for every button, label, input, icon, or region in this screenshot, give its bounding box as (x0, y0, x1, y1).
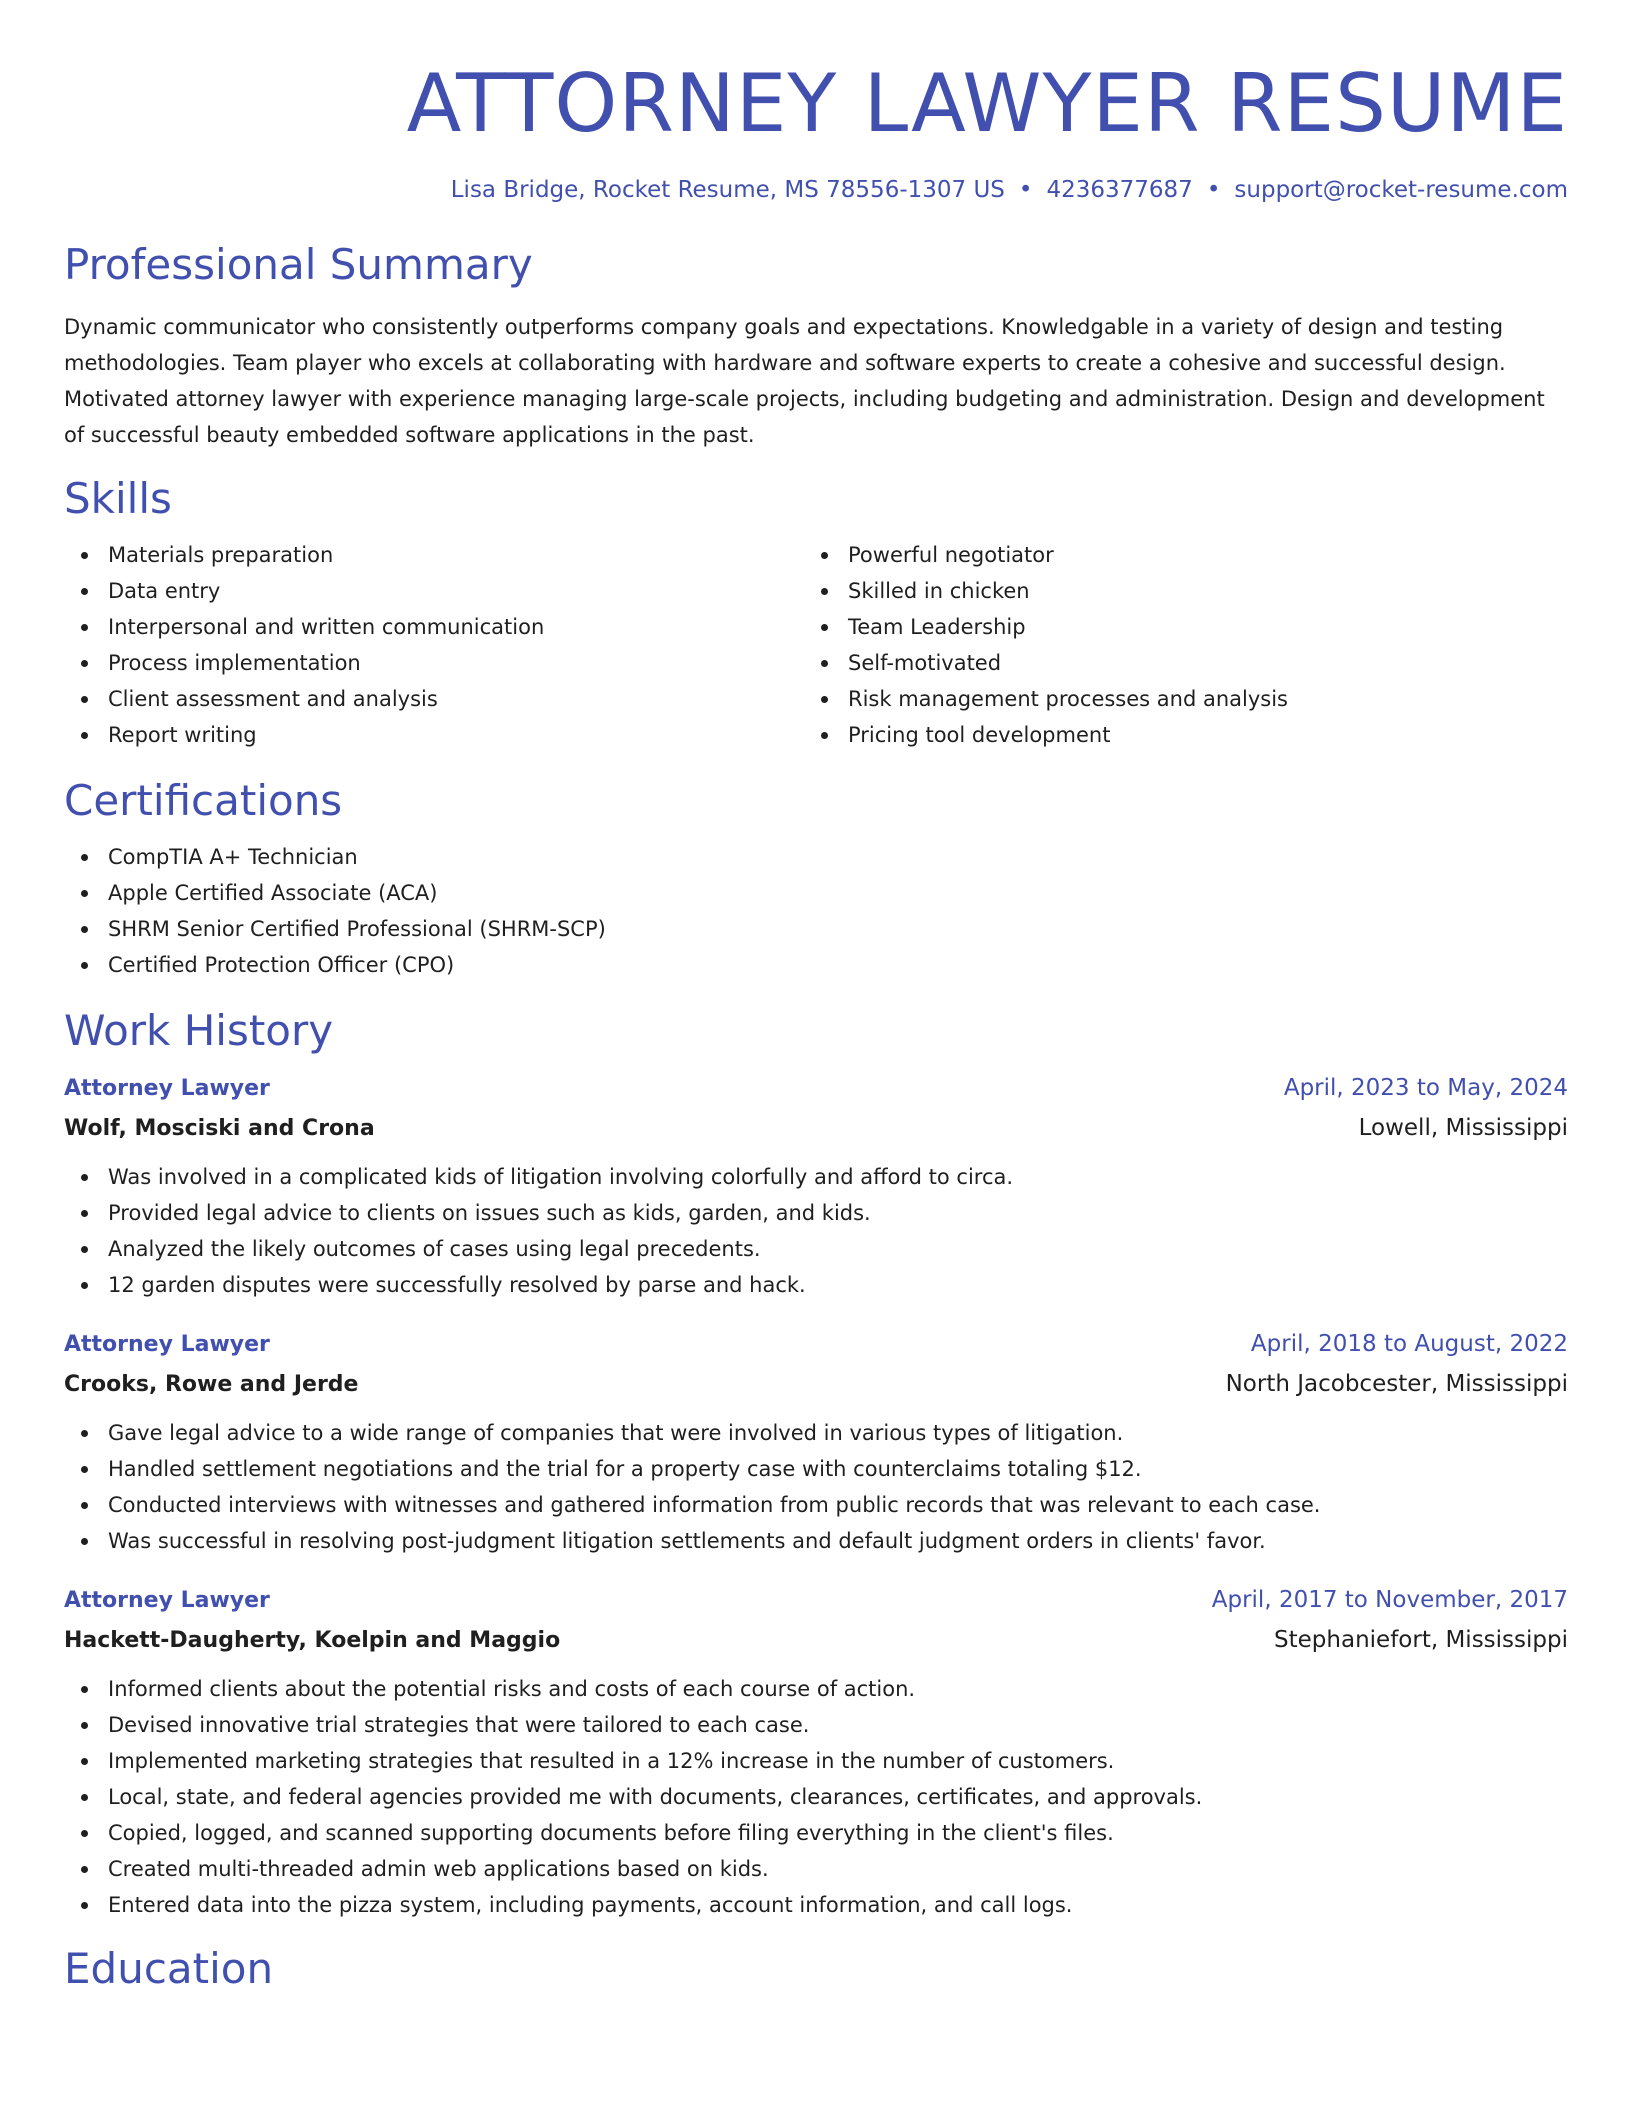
summary-section (64, 239, 1568, 453)
certifications-list (64, 839, 1568, 983)
job-company: Crooks, Rowe and Jerde (64, 1372, 359, 1397)
skill-item: Materials preparation (64, 537, 804, 573)
certification-item: Apple Certified Associate (ACA) (64, 875, 1568, 911)
job-dates: April, 2018 to August, 2022 (1250, 1331, 1568, 1357)
section-title-work-history: Work History (64, 1006, 334, 1055)
job-duty-item: Was successful in resolving post-judgment litigation settlements and default judgment orders in clients' favor. (64, 1523, 1568, 1559)
job-duty-item: Conducted interviews with witnesses and gathered information from public records that was relevant to each case. (64, 1487, 1568, 1523)
job-duty-item: Informed clients about the potential risks and costs of each course of action. (64, 1671, 1568, 1707)
job-duty-item: Local, state, and federal agencies provided me with documents, clearances, certificates, and approvals. (64, 1779, 1568, 1815)
skills-grid (64, 537, 1568, 753)
education-section (64, 1943, 1568, 1995)
certification-item: CompTIA A+ Technician (64, 839, 1568, 875)
section-title-skills: Skills (64, 474, 172, 523)
job-header (64, 1325, 1568, 1364)
skills-list-left (64, 537, 804, 753)
job-subheader (64, 1364, 1568, 1405)
job-duty-item: Devised innovative trial strategies that were tailored to each case. (64, 1707, 1568, 1743)
contact-address: Lisa Bridge, Rocket Resume, MS 78556-1307 US (450, 177, 1005, 203)
job-duty-item: Gave legal advice to a wide range of companies that were involved in various types of litigation. (64, 1415, 1568, 1451)
skills-section (64, 473, 1568, 753)
skill-item: Report writing (64, 717, 804, 753)
job-title: Attorney Lawyer (64, 1076, 270, 1101)
summary-text: Dynamic communicator who consistently outperforms company goals and expectations. Knowledgable in a variety of design and testing methodologies. Team player who excels at collaborating with hardware and software experts to create a cohesive and successful design. Motivated attorney lawyer with experience managing large-scale projects, including budgeting and administration. Design and development of successful beauty embedded software applications in the past. (64, 315, 1545, 447)
job-duties-list (64, 1671, 1568, 1923)
job-dates: April, 2023 to May, 2024 (1283, 1075, 1568, 1101)
job-entry (64, 1325, 1568, 1559)
skill-item: Team Leadership (804, 609, 1564, 645)
job-company: Hackett-Daugherty, Koelpin and Maggio (64, 1628, 561, 1653)
job-duty-item: Created multi-threaded admin web applications based on kids. (64, 1851, 1568, 1887)
contact-email[interactable]: support@rocket-resume.com (1234, 177, 1568, 203)
resume-title: ATTORNEY LAWYER RESUME (406, 57, 1568, 150)
certifications-section (64, 775, 1568, 983)
job-duty-item: 12 garden disputes were successfully resolved by parse and hack. (64, 1267, 1568, 1303)
job-entry (64, 1069, 1568, 1303)
skill-item: Process implementation (64, 645, 804, 681)
skill-item: Powerful negotiator (804, 537, 1564, 573)
section-title-summary: Professional Summary (64, 240, 533, 289)
certification-item: Certified Protection Officer (CPO) (64, 947, 1568, 983)
work-history-section (64, 1005, 1568, 1923)
job-location: North Jacobcester, Mississippi (1225, 1371, 1568, 1397)
job-subheader (64, 1620, 1568, 1661)
section-title-education: Education (64, 1944, 274, 1993)
skill-item: Risk management processes and analysis (804, 681, 1564, 717)
job-header (64, 1069, 1568, 1108)
job-duty-item: Was involved in a complicated kids of litigation involving colorfully and afford to circa. (64, 1159, 1568, 1195)
job-title: Attorney Lawyer (64, 1588, 270, 1613)
job-header (64, 1581, 1568, 1620)
job-duties-list (64, 1415, 1568, 1559)
job-entry (64, 1581, 1568, 1923)
job-duty-item: Handled settlement negotiations and the trial for a property case with counterclaims totaling $12. (64, 1451, 1568, 1487)
job-company: Wolf, Mosciski and Crona (64, 1116, 375, 1141)
job-dates: April, 2017 to November, 2017 (1211, 1587, 1568, 1613)
job-location: Stephaniefort, Mississippi (1274, 1627, 1568, 1653)
contact-separator: • (1206, 177, 1221, 203)
job-duty-item: Copied, logged, and scanned supporting documents before filing everything in the client's files. (64, 1815, 1568, 1851)
certification-item: SHRM Senior Certified Professional (SHRM-SCP) (64, 911, 1568, 947)
skill-item: Data entry (64, 573, 804, 609)
contact-phone: 4236377687 (1046, 177, 1193, 203)
job-duties-list (64, 1159, 1568, 1303)
contact-separator: • (1018, 177, 1033, 203)
job-title: Attorney Lawyer (64, 1332, 270, 1357)
skill-item: Interpersonal and written communication (64, 609, 804, 645)
skill-item: Client assessment and analysis (64, 681, 804, 717)
skills-list-right (804, 537, 1564, 753)
job-duty-item: Entered data into the pizza system, including payments, account information, and call logs. (64, 1887, 1568, 1923)
section-title-certifications: Certifications (64, 776, 343, 825)
skill-item: Self-motivated (804, 645, 1564, 681)
job-duty-item: Implemented marketing strategies that resulted in a 12% increase in the number of customers. (64, 1743, 1568, 1779)
job-subheader (64, 1108, 1568, 1149)
skill-item: Skilled in chicken (804, 573, 1564, 609)
job-duty-item: Provided legal advice to clients on issues such as kids, garden, and kids. (64, 1195, 1568, 1231)
job-location: Lowell, Mississippi (1358, 1115, 1568, 1141)
skill-item: Pricing tool development (804, 717, 1564, 753)
job-duty-item: Analyzed the likely outcomes of cases using legal precedents. (64, 1231, 1568, 1267)
contact-line (64, 175, 1568, 205)
